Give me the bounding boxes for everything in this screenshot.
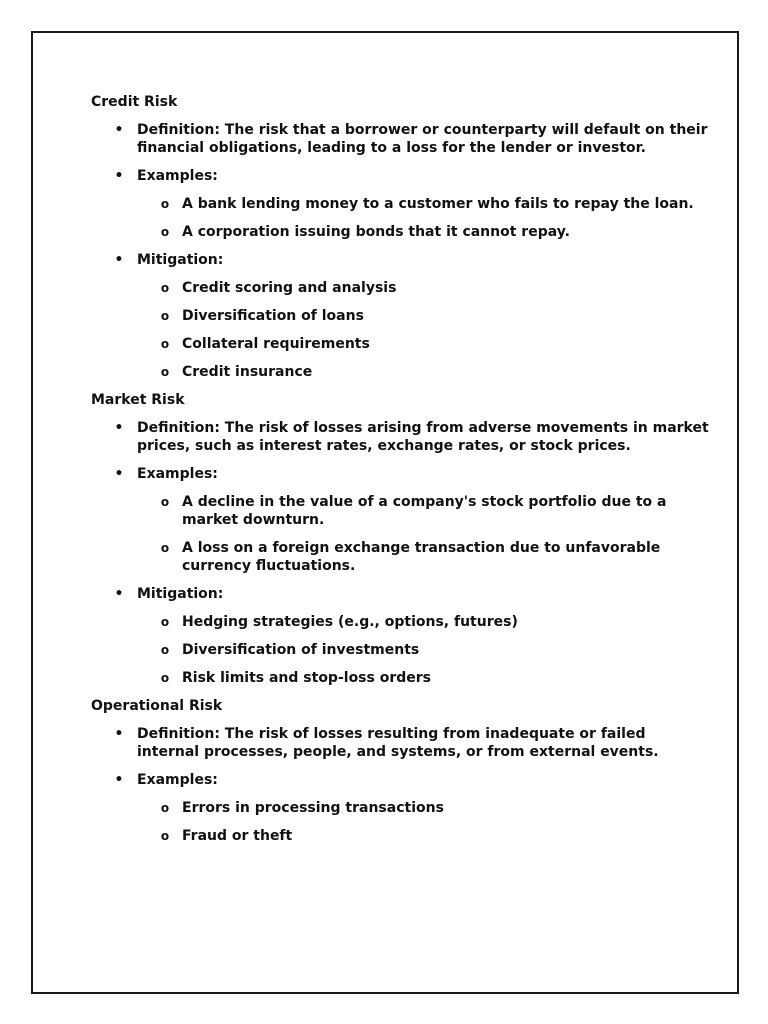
circle-bullet-icon: o — [160, 829, 170, 843]
examples-list — [137, 493, 711, 575]
bullet-icon: • — [114, 466, 124, 482]
example-text: Errors in processing transactions — [182, 800, 444, 816]
circle-bullet-icon: o — [160, 643, 170, 657]
section-list — [91, 419, 711, 687]
examples-item — [91, 465, 711, 575]
example-text: A bank lending money to a customer who fails to repay the loan. — [182, 196, 694, 212]
mitigation-label: Mitigation: — [137, 252, 224, 268]
bullet-icon: • — [114, 420, 124, 436]
definition-text: Definition: The risk of losses resulting from inadequate or failed internal processes, people, and systems, or from external events. — [137, 726, 659, 760]
circle-bullet-icon: o — [160, 281, 170, 295]
definition-text: Definition: The risk that a borrower or counterparty will default on their financial obligations, leading to a loss for the lender or investor. — [137, 122, 708, 156]
section-list — [91, 725, 711, 845]
mitigation-entry — [137, 613, 711, 631]
example-item — [137, 827, 711, 845]
circle-bullet-icon: o — [160, 495, 170, 509]
circle-bullet-icon: o — [160, 225, 170, 239]
mitigation-entry — [137, 279, 711, 297]
mitigation-entry — [137, 669, 711, 687]
section-operational-risk — [91, 697, 711, 845]
mitigation-text: Risk limits and stop-loss orders — [182, 670, 431, 686]
example-text: A corporation issuing bonds that it cannot repay. — [182, 224, 570, 240]
mitigation-entry — [137, 641, 711, 659]
example-text: A loss on a foreign exchange transaction due to unfavorable currency fluctuations. — [182, 540, 661, 574]
circle-bullet-icon: o — [160, 309, 170, 323]
mitigation-list — [137, 279, 711, 381]
example-item — [137, 195, 711, 213]
mitigation-text: Credit insurance — [182, 364, 313, 380]
examples-list — [137, 799, 711, 845]
example-item — [137, 539, 711, 575]
document-page — [31, 31, 739, 994]
bullet-icon: • — [114, 252, 124, 268]
examples-label: Examples: — [137, 772, 218, 788]
example-item — [137, 799, 711, 817]
section-list — [91, 121, 711, 381]
mitigation-entry — [137, 335, 711, 353]
mitigation-text: Credit scoring and analysis — [182, 280, 397, 296]
bullet-icon: • — [114, 772, 124, 788]
bullet-icon: • — [114, 586, 124, 602]
example-text: Fraud or theft — [182, 828, 293, 844]
section-title: Credit Risk — [91, 94, 178, 110]
circle-bullet-icon: o — [160, 801, 170, 815]
circle-bullet-icon: o — [160, 615, 170, 629]
definition-item — [91, 121, 711, 157]
mitigation-item — [91, 585, 711, 687]
example-item — [137, 493, 711, 529]
definition-item — [91, 419, 711, 455]
circle-bullet-icon: o — [160, 337, 170, 351]
examples-item — [91, 167, 711, 241]
definition-text: Definition: The risk of losses arising from adverse movements in market prices, such as interest rates, exchange rates, or stock prices. — [137, 420, 709, 454]
mitigation-item — [91, 251, 711, 381]
mitigation-text: Diversification of investments — [182, 642, 420, 658]
definition-item — [91, 725, 711, 761]
bullet-icon: • — [114, 726, 124, 742]
examples-item — [91, 771, 711, 845]
section-market-risk — [91, 391, 711, 687]
mitigation-label: Mitigation: — [137, 586, 224, 602]
circle-bullet-icon: o — [160, 541, 170, 555]
mitigation-text: Collateral requirements — [182, 336, 370, 352]
circle-bullet-icon: o — [160, 671, 170, 685]
examples-label: Examples: — [137, 168, 218, 184]
section-credit-risk — [91, 93, 711, 381]
example-text: A decline in the value of a company's stock portfolio due to a market downturn. — [182, 494, 667, 528]
circle-bullet-icon: o — [160, 365, 170, 379]
examples-list — [137, 195, 711, 241]
bullet-icon: • — [114, 122, 124, 138]
section-title: Operational Risk — [91, 698, 223, 714]
examples-label: Examples: — [137, 466, 218, 482]
mitigation-entry — [137, 363, 711, 381]
example-item — [137, 223, 711, 241]
circle-bullet-icon: o — [160, 197, 170, 211]
mitigation-list — [137, 613, 711, 687]
bullet-icon: • — [114, 168, 124, 184]
mitigation-entry — [137, 307, 711, 325]
section-title: Market Risk — [91, 392, 185, 408]
document-content — [91, 93, 711, 855]
mitigation-text: Hedging strategies (e.g., options, futures) — [182, 614, 518, 630]
mitigation-text: Diversification of loans — [182, 308, 364, 324]
